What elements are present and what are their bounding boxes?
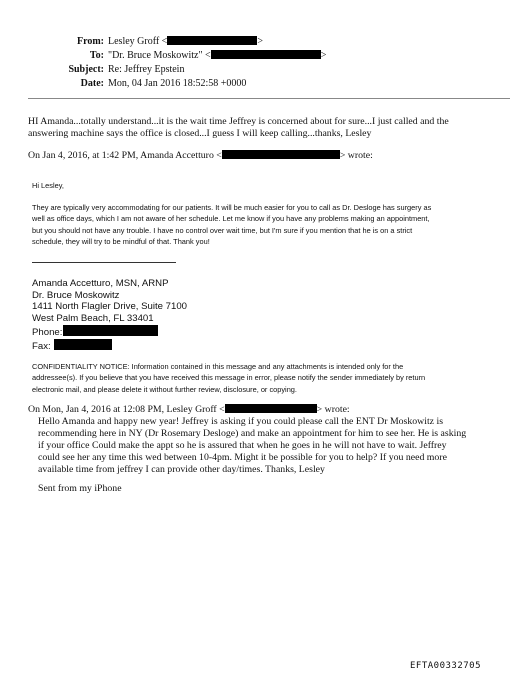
signature-block [32, 278, 187, 352]
signature-address1: 1411 North Flagler Drive, Suite 7100 [32, 301, 188, 313]
quote2-body: Hello Amanda and happy new year! Jeffrey is asking if you could please call the ENT Dr Moskowitz is recommending here in NY (Dr Rosemary Desloge) and make an appointment for him to see her. He is asking if your office Could make the appt so he is assured that when he goes in he will not have to wait. Jeffrey could see her any time this wed between 10-4pm. Might it be possible for you to help? If you need more available time from jeffrey I can provide other day/times. Thanks, Lesley [38, 416, 467, 475]
quote1-attribution: On Jan 4, 2016, at 1:42 PM, Amanda Accetturo < > wrote: [28, 150, 373, 161]
to-label: To: [89, 50, 104, 61]
from-label: From: [76, 36, 104, 47]
subject-value: Re: Jeffrey Epstein [108, 64, 185, 75]
header-divider [28, 98, 510, 99]
signature-name: Amanda Accetturo, MSN, ARNP [32, 278, 169, 289]
redaction-box [167, 36, 257, 45]
signature-phone: Phone: [32, 325, 187, 339]
from-value: Lesley Groff < [108, 36, 168, 47]
signature-divider [32, 262, 176, 263]
redaction-box [63, 325, 158, 336]
quote2-attribution: On Mon, Jan 4, 2016 at 12:08 PM, Lesley Groff < > wrote: [28, 404, 350, 415]
confidentiality-notice: CONFIDENTIALITY NOTICE: Information contained in this message and any attachments is intended only for the addressee(s). If you believe that you have received this message in error, please notify the sender immediately by return electronic mail, and please delete it without further review, disclosure, or copying. [32, 362, 426, 394]
quote1-greeting: Hi Lesley, [32, 181, 64, 190]
redaction-box [54, 339, 112, 350]
signature-fax: Fax: [32, 339, 187, 353]
signature-doctor: Dr. Bruce Moskowitz [32, 289, 120, 301]
quote1-body: They are typically very accommodating for our patients. It will be much easier for you to call as Dr. Desloge has surgery as well as office days, which I am not aware of her schedule. Let me know if you have any problems making an appointment, but you should not have any trouble. I have no control over wait time, but I'm sure if you mention that he is on a strict schedule, they will try to be mindful of that. Thank you! [32, 203, 432, 247]
document-id: EFTA00332705 [410, 661, 482, 671]
sent-from-line: Sent from my iPhone [38, 483, 122, 494]
redaction-box [211, 50, 321, 59]
signature-address2: West Palm Beach, FL 33401 [32, 313, 154, 325]
reply-body: HI Amanda...totally understand...it is the wait time Jeffrey is concerned about for sure...I just called and the answering machine says the office is closed...I guess I will keep calling...thanks, Lesley [28, 116, 449, 139]
redaction-box [225, 404, 317, 413]
subject-label: Subject: [68, 64, 104, 75]
date-value: Mon, 04 Jan 2016 18:52:58 +0000 [108, 78, 247, 89]
date-label: Date: [80, 78, 104, 89]
redaction-box [222, 150, 340, 159]
to-value: "Dr. Bruce Moskowitz" < [108, 50, 211, 61]
